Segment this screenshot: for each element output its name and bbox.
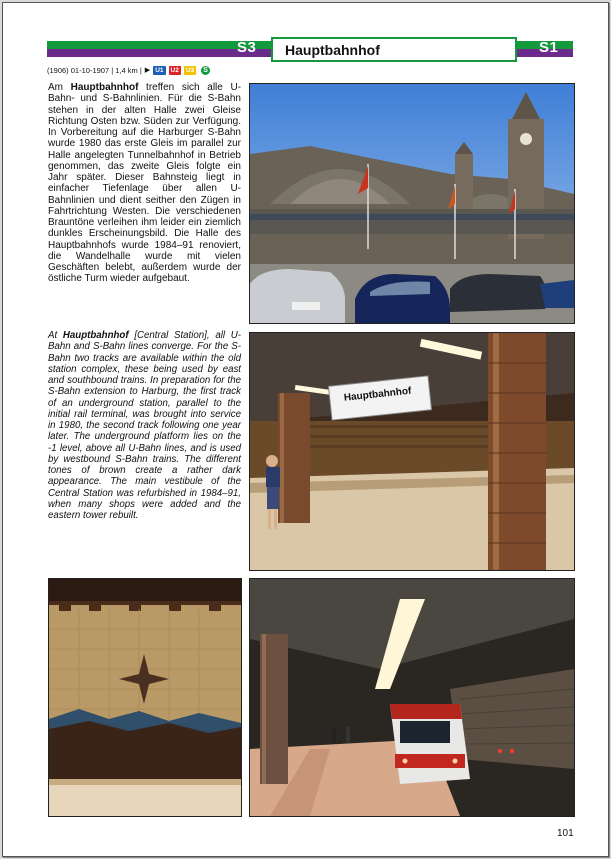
badge-u1: U1 — [155, 66, 164, 74]
station-title-box — [271, 37, 517, 62]
text-german — [48, 82, 241, 285]
photo-station-exterior — [249, 83, 575, 324]
text-german-body: treffen sich alle U-Bahn- und S-Bahnlinien. Für die S-Bahn stehen in der alten Halle zwei Gleise Richtung Osten bzw. Süden zur Verfügung. In Vorbereitung auf die Harburger S-Bahn wurde 1980 das erste Gleis im parallel zur Halle angelegten Tunnelbahnhof in Betrieb genommen, das zweite Gleis folgte ein Jahr später. Dieser Bahnsteig liegt in einfacher Tiefenlage über allen U-Bahnlinien und dient seither den Zügen in Fahrtrichtung Westen. Die verschiedenen Brauntöne verleihen ihm leider ein ziemlich dunkles Erscheinungsbild. Die Halle des Hauptbahnhofs wurde 1984–91 renoviert, die Wandelhalle wurde mit vielen Geschäften belebt, außerdem wurde der östliche Turm wieder aufgebaut. — [48, 82, 242, 285]
meta-info: (1906) 01-10-1907 | 1,4 km | — [47, 65, 142, 75]
badge-u3: U3 — [185, 66, 195, 74]
text-english — [48, 330, 241, 521]
page-number: 101 — [557, 828, 574, 839]
line-label-s3: S3 — [237, 39, 257, 56]
photo-tile-mosaic — [48, 578, 242, 817]
text-german-intro: Am — [48, 82, 71, 93]
badge-u2: U2 — [170, 66, 179, 74]
text-english-bold: Hauptbahnhof — [62, 330, 129, 341]
arrow-icon: ▶ — [144, 67, 151, 74]
page — [2, 2, 609, 857]
photo-train-platform — [249, 578, 575, 817]
station-meta — [47, 64, 210, 76]
line-label-s1: S1 — [539, 39, 559, 56]
station-title: Hauptbahnhof — [285, 42, 380, 58]
photo-underground-platform — [249, 332, 575, 571]
text-english-intro: At — [48, 330, 63, 341]
text-english-body: [Central Station], all U-Bahn and S-Bahn lines converge. For the S-Bahn two tracks are available within the old station complex, these being used by east and southbound trains. In preparation for the S-Bahn extension to Harburg, the first track of an underground station, parallel to the initial rail terminal, was brought into service in 1980, the second track following one year later. The underground platform lies on the -1 level, above all U-Bahn lines, and is used by westbound S-Bahn trains. The different tones of brown create a rather dark appearance. The main vestibule of the Central Station was refurbished in 1984–91, when many shops were added and the eastern tower rebuilt. — [48, 330, 241, 521]
text-german-bold: Hauptbahnhof — [70, 82, 139, 93]
platform-sign-text: Hauptbahnhof — [343, 385, 412, 404]
sbahn-badge-icon: S — [201, 66, 210, 75]
